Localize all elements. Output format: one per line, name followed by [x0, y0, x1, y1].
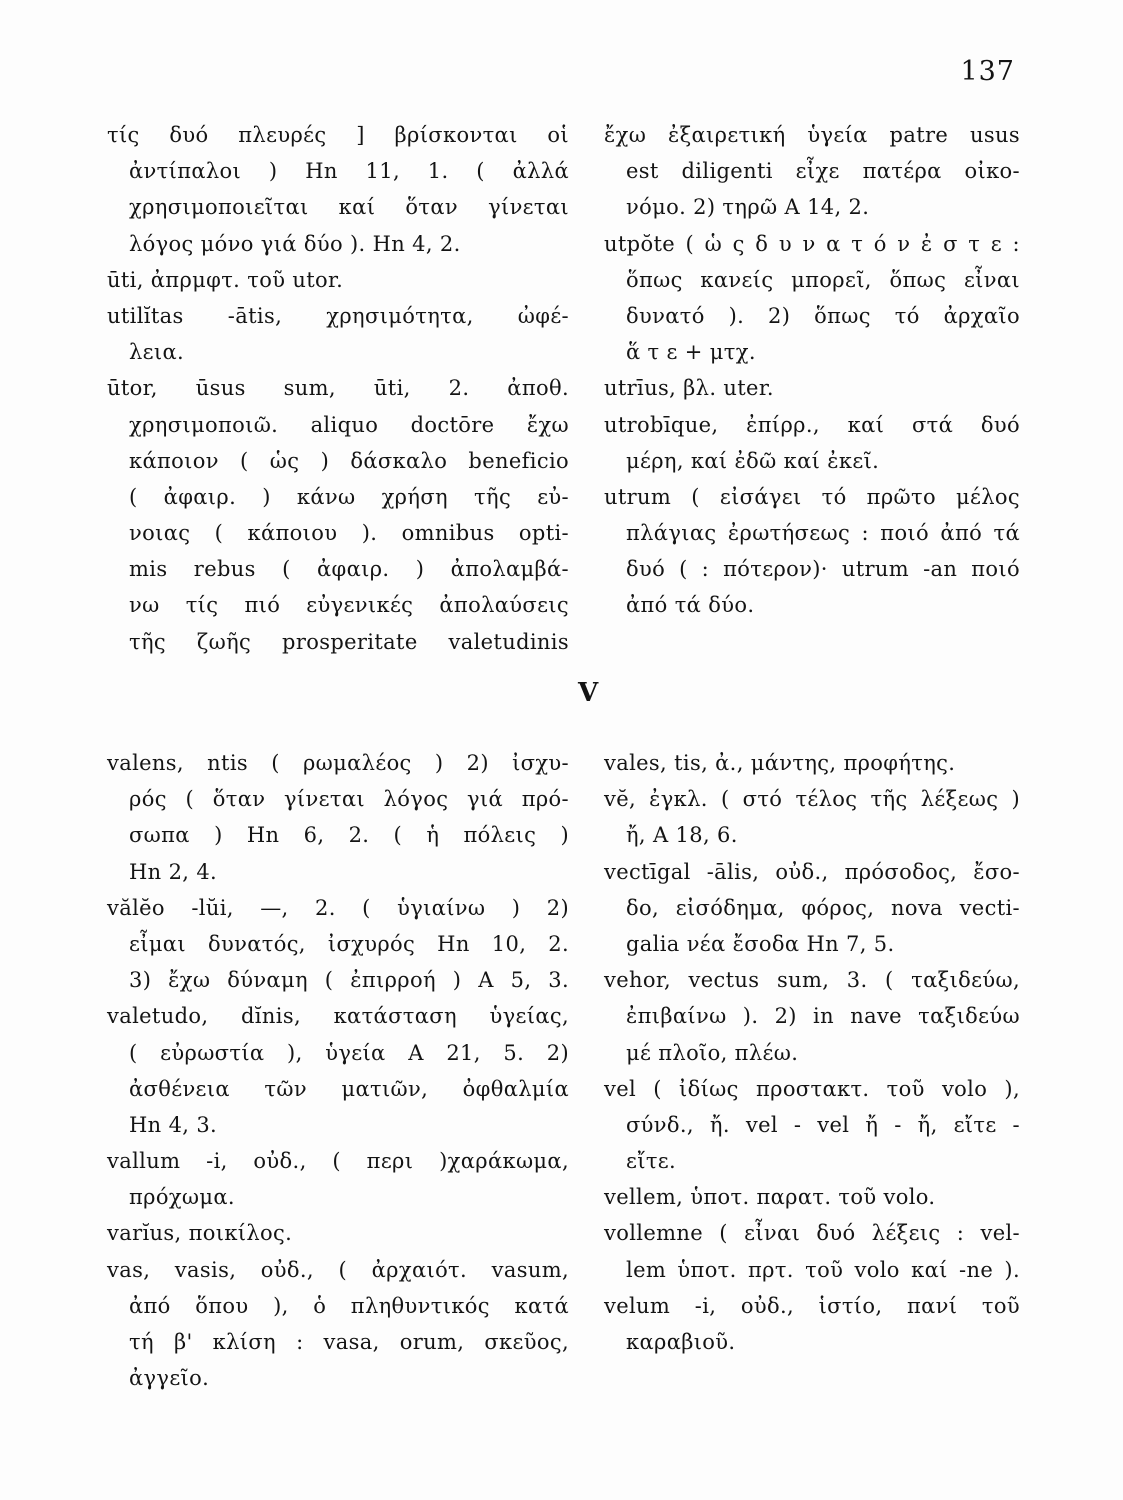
dictionary-line: μέ πλοῖο, πλέω.	[626, 1040, 799, 1065]
dictionary-line: utilĭtas -ātis, χρησιμότητα, ὠφέ-	[107, 303, 569, 328]
dictionary-line: μέρη, καί ἐδῶ καί ἐκεῖ.	[626, 448, 880, 473]
dictionary-line: vallum -i, οὐδ., ( περι )χαράκωμα,	[107, 1149, 569, 1174]
dictionary-line: ἐπιβαίνω ). 2) in nave ταξιδεύω	[626, 1004, 1020, 1029]
dictionary-line: ἀγγεῖο.	[129, 1366, 210, 1391]
dictionary-line: Hn 2, 4.	[129, 859, 218, 884]
dictionary-line: utrīus, βλ. uter.	[604, 376, 774, 401]
dictionary-line: εἴτε.	[626, 1149, 677, 1174]
lower-left-column	[107, 745, 569, 1396]
dictionary-line: utpŏte ( ὡ ς δ υ ν α τ ό ν ἐ σ τ ε :	[604, 231, 1020, 256]
dictionary-line: velum -i, οὐδ., ἱστίο, πανί τοῦ	[604, 1293, 1020, 1318]
dictionary-line: valetudo, dĭnis, κατάσταση ὑγείας,	[107, 1004, 569, 1029]
dictionary-line: λεια.	[129, 340, 185, 365]
dictionary-line: 3) ἔχω δύναμη ( ἐπιρροή ) A 5, 3.	[129, 968, 569, 993]
dictionary-line: vas, vasis, οὐδ., ( ἀρχαιότ. vasum,	[107, 1257, 569, 1282]
dictionary-line: καραβιοῦ.	[626, 1330, 736, 1354]
dictionary-line: galia νέα ἔσοδα Hn 7, 5.	[626, 931, 895, 956]
dictionary-line: Hn 4, 3.	[129, 1112, 218, 1137]
dictionary-line: ( ἀφαιρ. ) κάνω χρήση τῆς εὐ-	[129, 484, 569, 509]
dictionary-line: vales, tis, ἀ., μάντης, προφήτης.	[604, 751, 956, 775]
dictionary-line: ἅ τ ε + μτχ.	[626, 340, 756, 365]
dictionary-line: πρόχωμα.	[129, 1185, 235, 1210]
dictionary-line: varĭus, ποικίλος.	[107, 1221, 293, 1246]
dictionary-line: lem ὑποτ. πρτ. τοῦ volo καί -ne ).	[626, 1257, 1020, 1282]
section-heading-letter: V	[578, 678, 599, 708]
dictionary-line: νω τίς πιό εὐγενικές ἀπολαύσεις	[129, 593, 569, 618]
dictionary-line: νοιας ( κάποιου ). omnibus opti-	[129, 521, 569, 546]
dictionary-line: mis rebus ( ἀφαιρ. ) ἀπολαμβά-	[129, 557, 569, 582]
dictionary-line: δυνατό ). 2) ὅπως τό ἀρχαῖο	[626, 303, 1020, 328]
dictionary-line: ἀντίπαλοι ) Hn 11, 1. ( ἀλλά	[129, 159, 569, 184]
dictionary-line: vollemne ( εἶναι δυό λέξεις : vel-	[604, 1221, 1020, 1246]
dictionary-line: πλάγιας ἐρωτήσεως : ποιό ἀπό τά	[626, 521, 1020, 546]
dictionary-line: δο, εἰσόδημα, φόρος, nova vecti-	[626, 895, 1020, 920]
dictionary-line: vĕ, ἐγκλ. ( στό τέλος τῆς λέξεως )	[604, 787, 1020, 812]
dictionary-line: ἀπό τά δύο.	[626, 593, 755, 618]
upper-left-column	[107, 117, 569, 660]
dictionary-line: τή β' κλίση : vasa, orum, σκεῦος,	[129, 1330, 569, 1354]
dictionary-line: νόμο. 2) τηρῶ A 14, 2.	[626, 195, 870, 220]
upper-right-column	[604, 117, 1020, 624]
dictionary-line: ( εὐρωστία ), ὑγεία A 21, 5. 2)	[129, 1040, 569, 1065]
dictionary-line: valens, ntis ( ρωμαλέος ) 2) ἰσχυ-	[107, 751, 569, 775]
dictionary-line: λόγος μόνο γιά δύο ). Hn 4, 2.	[129, 231, 461, 256]
dictionary-line: ἔχω ἐξαιρετική ὑγεία patre usus	[604, 123, 1020, 147]
dictionary-line: σύνδ., ἤ. vel - vel ἤ - ἤ, εἴτε -	[626, 1112, 1020, 1137]
dictionary-line: κάποιον ( ὡς ) δάσκαλο beneficio	[129, 448, 569, 473]
dictionary-line: est diligenti εἶχε πατέρα οἰκο-	[626, 159, 1020, 184]
dictionary-line: χρησιμοποιῶ. aliquo doctōre ἔχω	[129, 412, 569, 437]
dictionary-line: vectīgal -ālis, οὐδ., πρόσοδος, ἔσο-	[604, 859, 1020, 884]
dictionary-line: ūti, ἀπρμφτ. τοῦ utor.	[107, 267, 344, 292]
dictionary-line: utrum ( εἰσάγει τό πρῶτο μέλος	[604, 484, 1020, 509]
dictionary-line: vălĕo -lŭi, —, 2. ( ὑγιαίνω ) 2)	[107, 895, 569, 920]
dictionary-line: ρός ( ὅταν γίνεται λόγος γιά πρό-	[129, 787, 569, 812]
dictionary-line: τίς δυό πλευρές ] βρίσκονται οἱ	[107, 123, 569, 147]
dictionary-line: σωπα ) Hn 6, 2. ( ἡ πόλεις )	[129, 823, 569, 848]
dictionary-line: vehor, vectus sum, 3. ( ταξιδεύω,	[604, 968, 1020, 993]
dictionary-line: ὅπως κανείς μπορεῖ, ὅπως εἶναι	[626, 267, 1020, 292]
dictionary-line: vel ( ἰδίως προστακτ. τοῦ volo ),	[604, 1076, 1020, 1101]
dictionary-line: χρησιμοποιεῖται καί ὅταν γίνεται	[129, 195, 569, 220]
dictionary-line: ūtor, ūsus sum, ūti, 2. ἀποθ.	[107, 376, 569, 401]
lower-right-column	[604, 745, 1020, 1360]
dictionary-line: εἶμαι δυνατός, ἰσχυρός Hn 10, 2.	[129, 931, 569, 956]
dictionary-line: ἀσθένεια τῶν ματιῶν, ὀφθαλμία	[129, 1076, 569, 1101]
page-number: 137	[960, 56, 1015, 87]
dictionary-line: ἀπό ὅπου ), ὁ πληθυντικός κατά	[129, 1293, 569, 1318]
dictionary-line: τῆς ζωῆς prosperitate valetudinis	[129, 629, 569, 654]
dictionary-line: vellem, ὑποτ. παρατ. τοῦ volo.	[604, 1185, 936, 1210]
dictionary-line: utrobīque, ἐπίρρ., καί στά δυό	[604, 412, 1020, 437]
dictionary-line: ἤ, A 18, 6.	[626, 823, 738, 848]
dictionary-line: δυό ( : πότερον)· utrum -an ποιό	[626, 557, 1020, 582]
